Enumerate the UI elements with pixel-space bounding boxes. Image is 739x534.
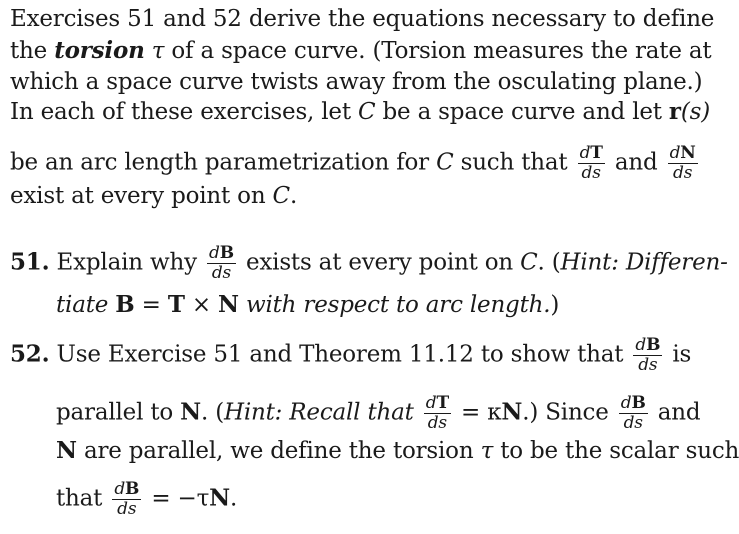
- fraction-dB-ds: $\frac{dB}{ds}$: [620, 393, 646, 433]
- intro-line-3: which a space curve twists away from the osculating plane.): [10, 69, 703, 95]
- exercise-51-line-1: 51. Explain why $\frac{dB}{ds}$ exists at every point on C. (Hint: Differen-: [10, 243, 728, 283]
- fraction-dT-ds: $\frac{dT}{ds}$: [425, 393, 449, 433]
- exercise-52-line-3: N are parallel, we define the torsion τ to be the scalar such: [56, 437, 739, 464]
- fraction-dN-ds: $\frac{dN}{ds}$: [669, 143, 696, 183]
- exercise-52-line-1: 52. Use Exercise 51 and Theorem 11.12 to show that $\frac{dB}{ds}$ is: [10, 335, 692, 375]
- intro-line-4: In each of these exercises, let C be a space curve and let r(s): [10, 98, 710, 125]
- fraction-dB-ds: $\frac{dB}{ds}$: [114, 479, 140, 519]
- intro-line-2: the torsion τ of a space curve. (Torsion measures the rate at: [10, 37, 712, 64]
- exercise-number-51: 51.: [10, 248, 50, 276]
- torsion-term: torsion: [54, 37, 145, 64]
- exercise-number-52: 52.: [10, 340, 50, 368]
- fraction-dT-ds: $\frac{dT}{ds}$: [579, 143, 603, 183]
- fraction-dB-ds: $\frac{dB}{ds}$: [209, 243, 234, 283]
- fraction-dB-ds: $\frac{dB}{ds}$: [635, 335, 661, 375]
- intro-line-1: Exercises 51 and 52 derive the equations necessary to define: [10, 6, 715, 32]
- intro-line-5: be an arc length parametrization for C such that $\frac{dT}{ds}$ and $\frac{dN}{ds}$: [10, 143, 696, 183]
- exercise-51-line-2: tiate B = T × N with respect to arc length.): [56, 291, 560, 318]
- intro-line-6: exist at every point on C.: [10, 183, 298, 209]
- exercise-52-line-4: that $\frac{dB}{ds}$ = −τN.: [56, 479, 238, 519]
- exercise-52-line-2: parallel to N. (Hint: Recall that $\frac{dT}{ds}$ = κN.) Since $\frac{dB}{ds}$ and: [56, 393, 701, 433]
